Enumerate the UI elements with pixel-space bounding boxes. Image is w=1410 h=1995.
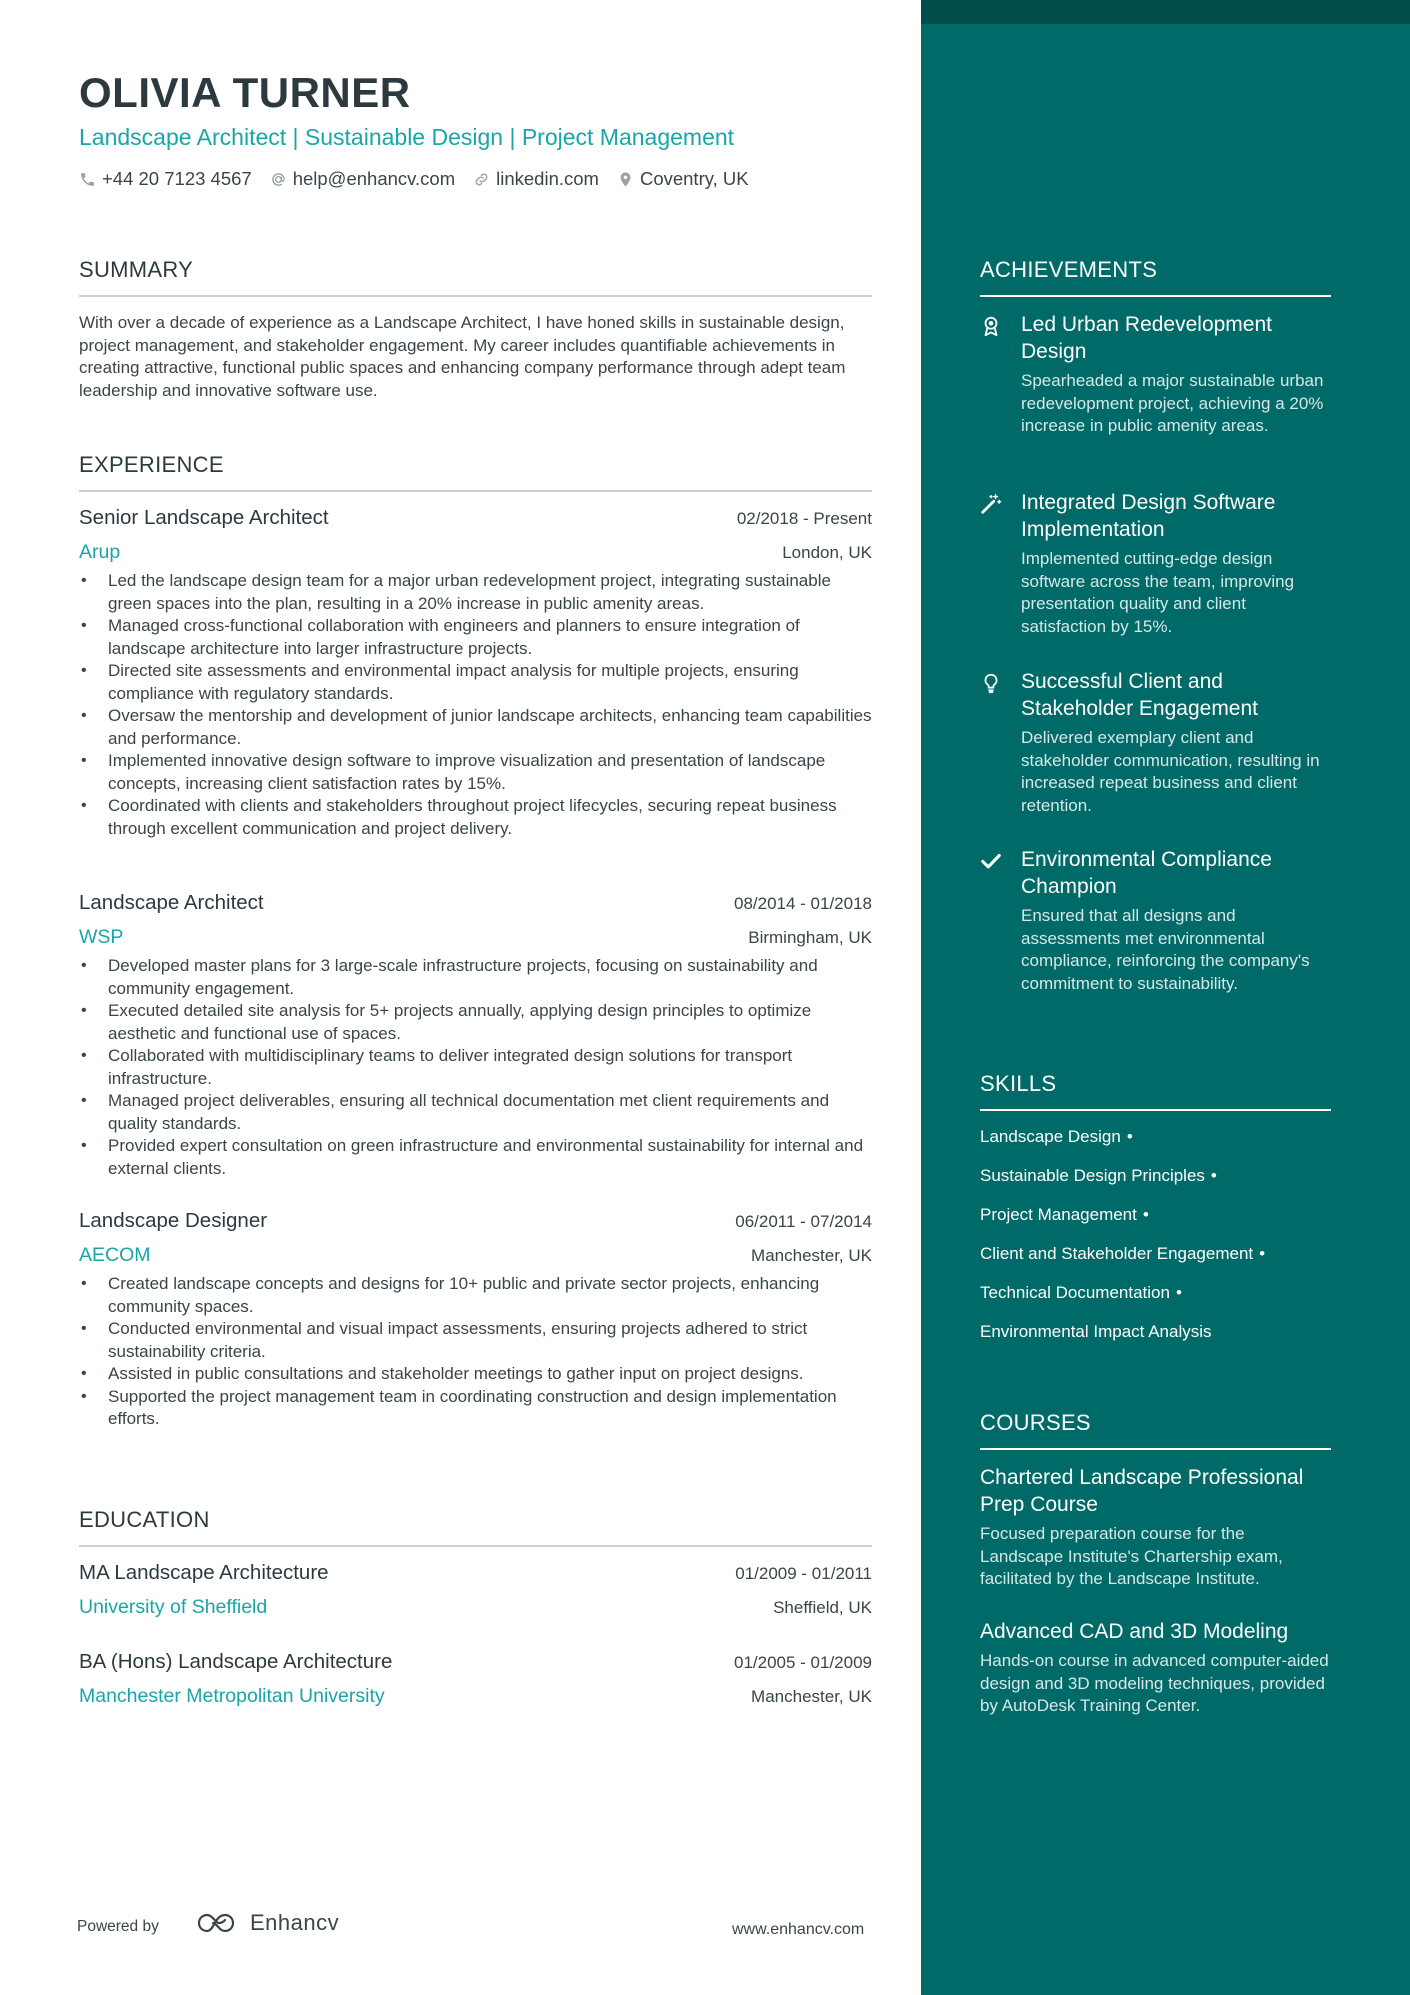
job-title: Landscape Architect <box>79 891 264 914</box>
job-company: WSP <box>79 926 124 948</box>
course-title: Chartered Landscape Professional Prep Course <box>980 1466 1304 1516</box>
job-bullets <box>79 1273 872 1431</box>
skill-item <box>980 1282 1182 1304</box>
section-divider <box>79 490 872 492</box>
link-icon <box>473 171 490 188</box>
job-location: London, UK <box>782 543 872 562</box>
achievement-item <box>980 668 1331 817</box>
job-company: AECOM <box>79 1244 151 1266</box>
course-desc: Hands-on course in advanced computer-aided design and 3D modeling techniques, provided by AutoDesk Training Center. <box>980 1651 1329 1715</box>
contact-location <box>617 168 749 190</box>
school-name: University of Sheffield <box>79 1596 268 1618</box>
skills-heading: SKILLS <box>980 1071 1057 1096</box>
candidate-tagline: Landscape Architect | Sustainable Design | Project Management <box>79 124 735 150</box>
job-bullet: • Executed detailed site analysis for 5+ projects annually, applying design principles to optimize aesthetic and functional use of spaces. <box>79 1000 872 1045</box>
education-section <box>79 1506 872 1547</box>
sidebar-top-band <box>921 0 1410 24</box>
achievement-item <box>980 489 1331 638</box>
job-dates: 08/2014 - 01/2018 <box>733 894 872 913</box>
skill-label: Technical Documentation <box>980 1283 1170 1302</box>
education-dates: 01/2005 - 01/2009 <box>733 1653 872 1672</box>
section-divider <box>79 1545 872 1547</box>
skills-section <box>980 1070 1331 1111</box>
skill-item <box>980 1165 1217 1187</box>
course-item <box>980 1618 1331 1718</box>
skill-label: Project Management <box>980 1205 1137 1224</box>
course-item <box>980 1464 1331 1591</box>
job-bullet: • Coordinated with clients and stakeholders throughout project lifecycles, securing repeat business through excellent communication and project delivery. <box>79 795 872 840</box>
job-bullet: • Oversaw the mentorship and development of junior landscape architects, enhancing team capabilities and performance. <box>79 705 872 750</box>
powered-by-label: Powered by <box>77 1918 159 1935</box>
skill-separator: • <box>1259 1244 1266 1263</box>
courses-section <box>980 1409 1331 1450</box>
job-title: Senior Landscape Architect <box>79 506 329 529</box>
skill-separator: • <box>1142 1205 1149 1224</box>
job-bullet: • Created landscape concepts and designs for 10+ public and private sector projects, enhancing community spaces. <box>79 1273 872 1318</box>
achievement-desc: Ensured that all designs and assessments met environmental compliance, reinforcing the company's commitment to sustainability. <box>1021 906 1310 993</box>
experience-section <box>79 451 872 492</box>
contact-email[interactable] <box>270 168 455 190</box>
job-bullet: • Conducted environmental and visual impact assessments, ensuring projects adhered to strict sustainability criteria. <box>79 1318 872 1363</box>
skill-item <box>980 1126 1133 1148</box>
job-bullet: • Collaborated with multidisciplinary teams to deliver integrated design solutions for transport infrastructure. <box>79 1045 872 1090</box>
section-divider <box>980 1448 1331 1450</box>
achievement-title: Environmental Compliance Champion <box>1021 848 1272 898</box>
achievement-desc: Spearheaded a major sustainable urban redevelopment project, achieving a 20% increase in public amenity areas. <box>1021 371 1324 435</box>
magic-wand-icon <box>980 493 1002 515</box>
contact-location-text: Coventry, UK <box>639 168 749 189</box>
job-location: Birmingham, UK <box>748 928 872 947</box>
contact-linkedin[interactable] <box>473 168 599 190</box>
lightbulb-icon <box>980 672 1002 694</box>
school-location: Sheffield, UK <box>773 1598 872 1617</box>
summary-heading: SUMMARY <box>79 257 194 282</box>
job-bullet: • Managed cross-functional collaboration with engineers and planners to ensure integration of landscape architecture into larger infrastructure projects. <box>79 615 872 660</box>
courses-heading: COURSES <box>980 1410 1091 1435</box>
education-dates: 01/2009 - 01/2011 <box>735 1564 872 1583</box>
website-link[interactable]: www.enhancv.com <box>732 1921 865 1938</box>
achievement-desc: Delivered exemplary client and stakeholder communication, resulting in increased repeat business and client retention. <box>1021 728 1320 815</box>
contact-linkedin-text: linkedin.com <box>496 168 599 189</box>
skill-separator: • <box>1175 1283 1182 1302</box>
job-bullet: • Assisted in public consultations and stakeholder meetings to gather input on project designs. <box>79 1363 872 1386</box>
contact-email-text: help@enhancv.com <box>292 168 456 189</box>
skill-item <box>980 1321 1212 1343</box>
achievements-section <box>980 256 1331 297</box>
summary-section <box>79 256 872 402</box>
job-bullet: • Developed master plans for 3 large-scale infrastructure projects, focusing on sustainability and community engagement. <box>79 955 872 1000</box>
skill-label: Environmental Impact Analysis <box>980 1322 1212 1341</box>
course-desc: Focused preparation course for the Landscape Institute's Chartership exam, facilitated by the Landscape Institute. <box>980 1524 1283 1588</box>
degree-title: BA (Hons) Landscape Architecture <box>79 1650 393 1673</box>
school-name: Manchester Metropolitan University <box>79 1685 385 1707</box>
degree-title: MA Landscape Architecture <box>79 1561 329 1584</box>
experience-heading: EXPERIENCE <box>79 452 224 477</box>
education-entry <box>79 1560 872 1620</box>
skill-separator: • <box>1126 1127 1133 1146</box>
achievement-title: Integrated Design Software Implementation <box>1021 491 1276 541</box>
job-bullets <box>79 570 872 840</box>
school-location: Manchester, UK <box>751 1687 872 1706</box>
brand-name: Enhancv <box>250 1910 340 1935</box>
sidebar <box>921 0 1410 1995</box>
section-divider <box>980 295 1331 297</box>
job-dates: 02/2018 - Present <box>736 509 872 528</box>
job-bullet: • Provided expert consultation on green infrastructure and environmental sustainability for internal and external clients. <box>79 1135 872 1180</box>
contact-bar <box>79 168 767 190</box>
job-entry <box>79 505 872 840</box>
job-bullet: • Directed site assessments and environmental impact analysis for multiple projects, ensuring compliance with regulatory standards. <box>79 660 872 705</box>
achievement-item <box>980 846 1331 995</box>
job-title: Landscape Designer <box>79 1209 268 1232</box>
at-icon <box>270 171 287 188</box>
job-entry <box>79 1208 872 1431</box>
candidate-name: OLIVIA TURNER <box>79 69 411 116</box>
job-bullets <box>79 955 872 1180</box>
job-company: Arup <box>79 541 121 563</box>
skill-label: Client and Stakeholder Engagement <box>980 1244 1254 1263</box>
skill-item <box>980 1243 1265 1265</box>
contact-phone-text: +44 20 7123 4567 <box>102 168 252 189</box>
award-ribbon-icon <box>980 315 1002 337</box>
achievement-title: Successful Client and Stakeholder Engagement <box>1021 670 1258 720</box>
contact-phone <box>79 168 252 190</box>
job-bullet: • Managed project deliverables, ensuring all technical documentation met client requirements and quality standards. <box>79 1090 872 1135</box>
achievement-title: Led Urban Redevelopment Design <box>1021 313 1272 363</box>
education-entry <box>79 1649 872 1709</box>
job-dates: 06/2011 - 07/2014 <box>735 1212 872 1231</box>
job-bullet: • Implemented innovative design software to improve visualization and presentation of landscape concepts, increasing client satisfaction rates by 15%. <box>79 750 872 795</box>
skill-label: Sustainable Design Principles <box>980 1166 1205 1185</box>
job-entry <box>79 890 872 1180</box>
skill-item <box>980 1204 1149 1226</box>
enhancv-logo-icon <box>196 1910 242 1936</box>
achievement-desc: Implemented cutting-edge design software across the team, improving presentation quality and client satisfaction by 15%. <box>1021 549 1295 636</box>
summary-text: With over a decade of experience as a Landscape Architect, I have honed skills in sustainable design, project management, and stakeholder engagement. My career includes quantifiable achievements in creating attractive, functional public spaces and enhancing company performance through adept team leadership and innovative software use. <box>79 313 846 400</box>
achievements-heading: ACHIEVEMENTS <box>980 257 1158 282</box>
enhancv-brand[interactable] <box>196 1910 339 1936</box>
skill-separator: • <box>1210 1166 1217 1185</box>
education-heading: EDUCATION <box>79 1507 210 1532</box>
job-bullet: • Led the landscape design team for a major urban redevelopment project, integrating sustainable green spaces into the plan, resulting in a 20% increase in public amenity areas. <box>79 570 872 615</box>
section-divider <box>79 295 872 297</box>
achievement-item <box>980 311 1331 438</box>
course-title: Advanced CAD and 3D Modeling <box>980 1620 1289 1643</box>
checkmark-icon <box>980 850 1002 872</box>
job-location: Manchester, UK <box>751 1246 872 1265</box>
job-bullet: • Supported the project management team in coordinating construction and design implementation efforts. <box>79 1386 872 1431</box>
section-divider <box>980 1109 1331 1111</box>
location-pin-icon <box>617 171 634 188</box>
skill-label: Landscape Design <box>980 1127 1121 1146</box>
phone-icon <box>79 171 96 188</box>
